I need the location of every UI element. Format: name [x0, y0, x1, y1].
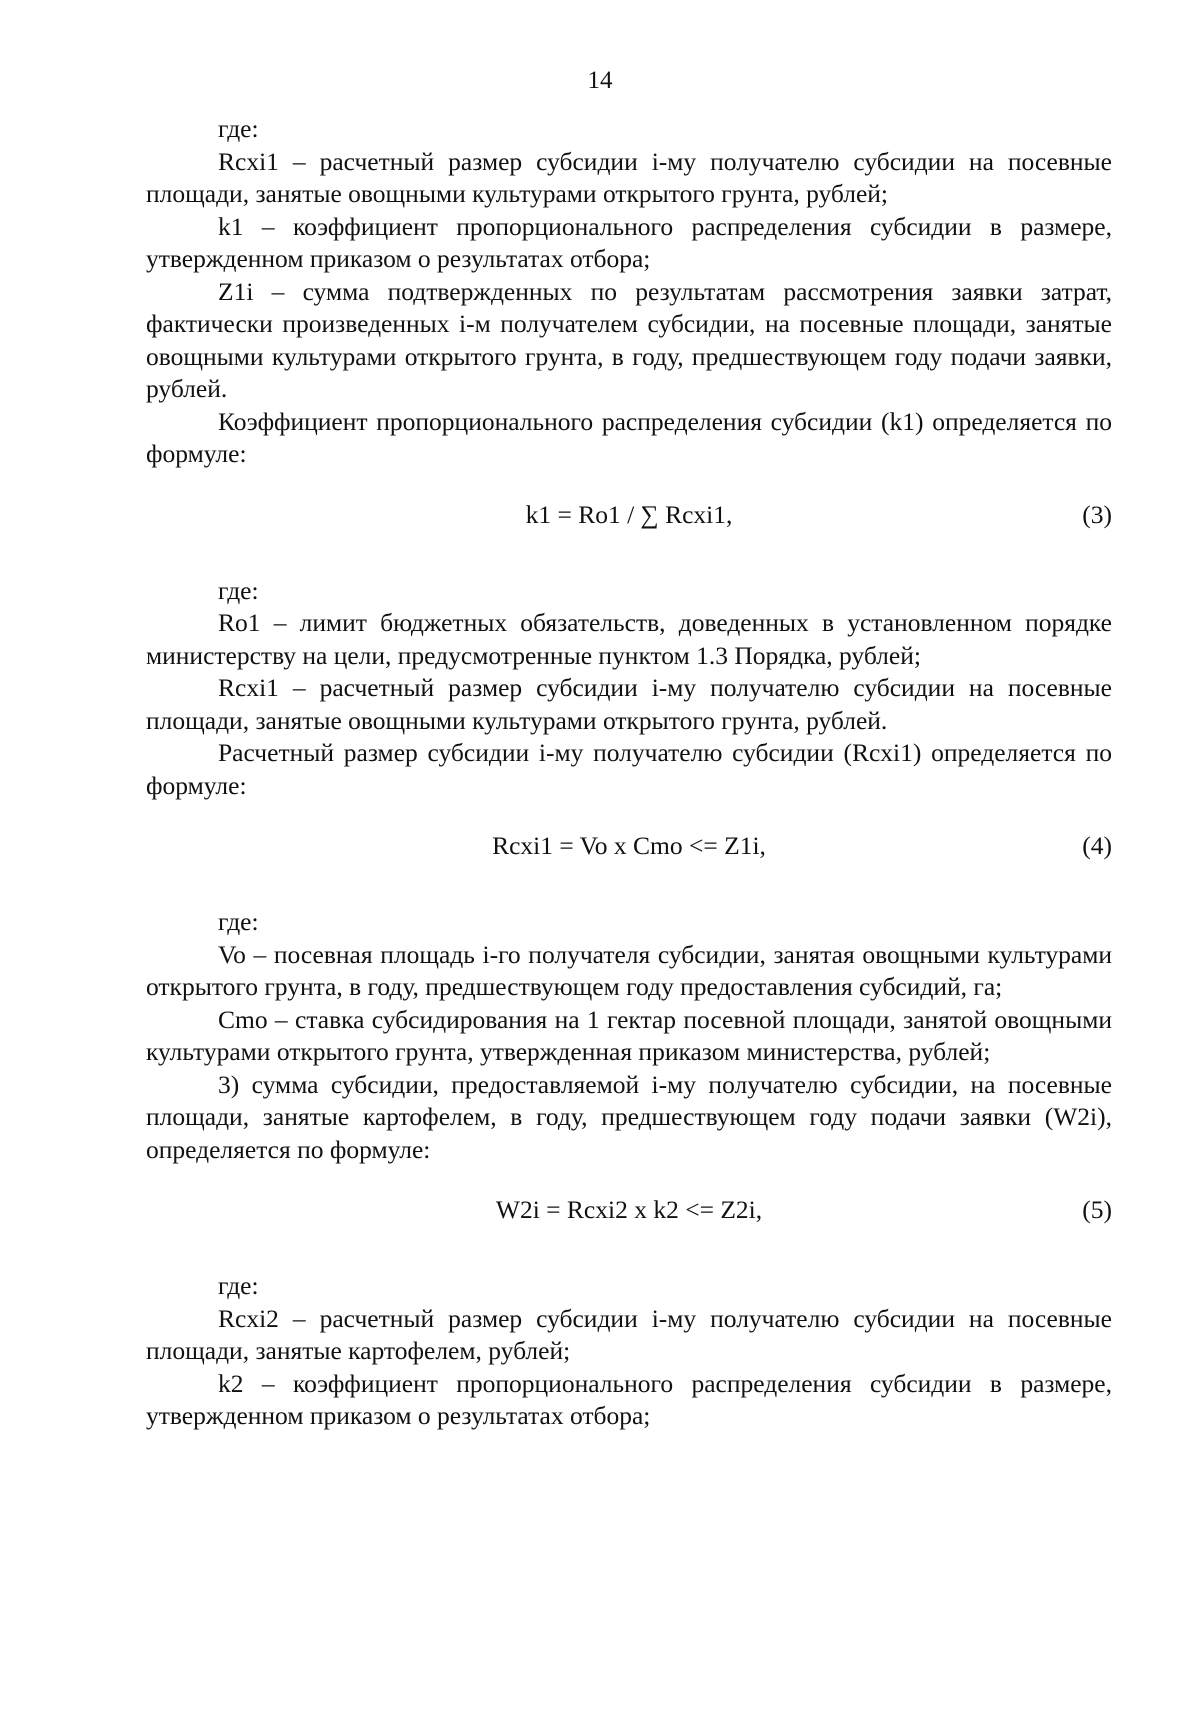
where-label: где: — [218, 575, 259, 605]
definition-rcxi2: Rcxi2 – расчетный размер субсидии i-му получателю субсидии на посевные площади, занятые картофелем, рублей; — [146, 1303, 1112, 1365]
definition-ro1: Ro1 – лимит бюджетных обязательств, доведенных в установленном порядке министерству на цели, предусмотренные пунктом 1.3 Порядка, рублей; — [146, 608, 1112, 670]
formula-expression: Rcxi1 = Vo x Cmo <= Z1i, — [492, 831, 766, 860]
formula-5 — [146, 1194, 1112, 1226]
paragraph-rcxi1-formula-intro: Расчетный размер субсидии i-му получателю субсидии (Rcxi1) определяется по формуле: — [146, 738, 1112, 800]
formula-number: (4) — [1082, 831, 1112, 860]
formula-4 — [146, 830, 1112, 862]
definition-k1: k1 – коэффициент пропорционального распределения субсидии в размере, утвержденном приказом о результатах отбора; — [146, 211, 1112, 273]
paragraph-item-3: 3) сумма субсидии, предоставляемой i-му получателю субсидии, на посевные площади, занятые картофелем, в году, предшествующем году подачи заявки (W2i), определяется по формуле: — [146, 1069, 1112, 1164]
definition-cmo: Cmo – ставка субсидирования на 1 гектар посевной площади, занятой овощными культурами открытого грунта, утвержденная приказом министерства, рублей; — [146, 1004, 1112, 1066]
definition-z1i: Z1i – сумма подтвержденных по результатам рассмотрения заявки затрат, фактически произведенных i-м получателем субсидии, на посевные площади, занятые овощными культурами открытого грунта, в году, предшествующем году подачи заявки, рублей. — [146, 276, 1112, 403]
formula-number: (3) — [1082, 499, 1112, 529]
where-label: где: — [218, 114, 259, 143]
formula-number: (5) — [1082, 1195, 1112, 1224]
where-label: где: — [218, 907, 259, 936]
formula-expression: W2i = Rcxi2 x k2 <= Z2i, — [495, 1195, 763, 1224]
page-number: 14 — [587, 67, 613, 94]
where-label: где: — [218, 1271, 259, 1300]
formula-expression: k1 = Ro1 / ∑ Rcxi1, — [525, 499, 733, 529]
definition-k2: k2 – коэффициент пропорционального распределения субсидии в размере, утвержденном приказом о результатах отбора; — [146, 1368, 1112, 1430]
definition-rcxi1: Rcxi1 – расчетный размер субсидии i-му получателю субсидии на посевные площади, занятые овощными культурами открытого грунта, рублей; — [146, 146, 1112, 208]
paragraph-k1-formula-intro: Коэффициент пропорционального распределения субсидии (k1) определяется по формуле: — [146, 406, 1112, 468]
definition-vo: Vo – посевная площадь i-го получателя субсидии, занятая овощными культурами открытого грунта, в году, предшествующем году предоставления субсидий, га; — [146, 939, 1112, 1001]
formula-3 — [146, 499, 1112, 531]
document-body — [146, 113, 1112, 1433]
definition-rcxi1: Rcxi1 – расчетный размер субсидии i-му получателю субсидии на посевные площади, занятые овощными культурами открытого грунта, рублей. — [146, 673, 1112, 735]
